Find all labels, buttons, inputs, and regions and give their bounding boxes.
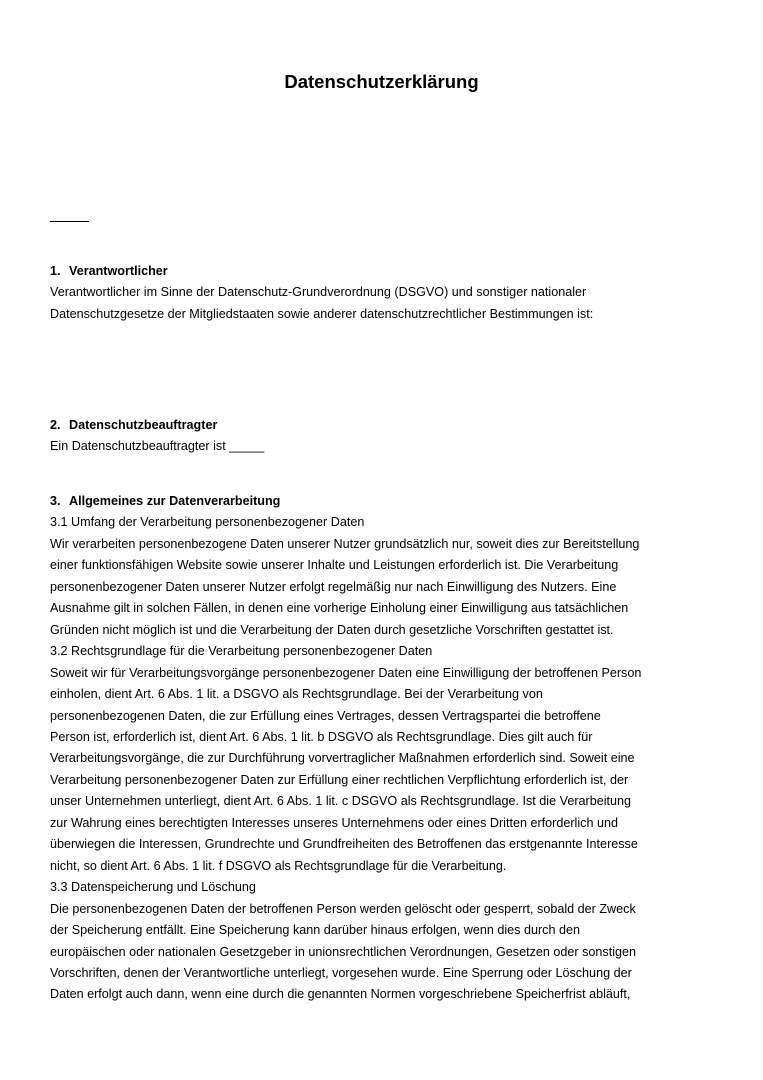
paragraph-line: der Speicherung entfällt. Eine Speicherung kann darüber hinaus erfolgen, wenn dies durch den	[50, 923, 580, 938]
paragraph-line: überwiegen die Interessen, Grundrechte und Grundfreiheiten des Betroffenen das erstgenannte Interesse	[50, 837, 638, 852]
paragraph-line: unser Unternehmen unterliegt, dient Art. 6 Abs. 1 lit. c DSGVO als Rechtsgrundlage. Ist die Verarbeitung	[50, 794, 632, 809]
section-allgemeines	[50, 491, 641, 1006]
section-number: 1.	[50, 264, 61, 278]
document-title: Datenschutzerklärung	[284, 71, 479, 92]
paragraph-line: Daten erfolgt auch dann, wenn eine durch die genannten Normen vorgeschriebene Speicherfrist abläuft,	[50, 987, 631, 1002]
section-heading	[50, 415, 264, 436]
section-number: 3.	[50, 494, 61, 508]
paragraph-line: Die personenbezogenen Daten der betroffenen Person werden gelöscht oder gesperrt, sobald der Zweck	[50, 901, 636, 916]
paragraph-line: Datenschutzgesetze der Mitgliedstaaten sowie anderer datenschutzrechtlicher Bestimmungen ist:	[50, 306, 594, 321]
paragraph-line: einer funktionsfähigen Website sowie unserer Inhalte und Leistungen erforderlich ist. Die Verarbeitung	[50, 558, 619, 573]
section-datenschutzbeauftragter	[50, 415, 264, 458]
paragraph-line: Person ist, erforderlich ist, dient Art. 6 Abs. 1 lit. b DSGVO als Rechtsgrundlage. Dies gilt auch für	[50, 729, 593, 744]
subsection-heading: 3.1 Umfang der Verarbeitung personenbezogener Daten	[50, 515, 365, 530]
paragraph-line: europäischen oder nationalen Gesetzgeber in unionsrechtlichen Verordnungen, Gesetzen oder sonstigen	[50, 944, 637, 959]
placeholder-rule	[50, 221, 89, 222]
paragraph-line: personenbezogener Daten unserer Nutzer erfolgt regelmäßig nur nach Einwilligung des Nutzers. Eine	[50, 579, 617, 594]
subsection-heading: 3.3 Datenspeicherung und Löschung	[50, 880, 256, 895]
section-heading	[50, 261, 593, 282]
section-heading	[50, 491, 641, 512]
section-verantwortlicher	[50, 261, 593, 325]
paragraph-line: Wir verarbeiten personenbezogene Daten unserer Nutzer grundsätzlich nur, soweit dies zur Bereitstellung	[50, 536, 640, 551]
paragraph-line: Vorschriften, denen der Verantwortliche unterliegt, vorgesehen wurde. Eine Sperrung oder Löschung der	[50, 965, 632, 980]
section-number: 2.	[50, 418, 61, 432]
paragraph-line: zur Wahrung eines berechtigten Interesses unseres Unternehmens oder eines Dritten erforderlich und	[50, 815, 618, 830]
paragraph-line: Soweit wir für Verarbeitungsvorgänge personenbezogener Daten eine Einwilligung der betroffenen Person	[50, 665, 642, 680]
paragraph-line: Verarbeitung personenbezogener Daten zur Erfüllung einer rechtlichen Verpflichtung erforderlich ist, der	[50, 772, 629, 787]
paragraph-line: Ein Datenschutzbeauftragter ist _____	[50, 439, 265, 454]
section-heading-text: Allgemeines zur Datenverarbeitung	[69, 494, 281, 508]
paragraph-line: personenbezogenen Daten, die zur Erfüllung eines Vertrages, dessen Vertragspartei die betroffene	[50, 708, 601, 723]
paragraph-line: Verarbeitungsvorgänge, die zur Durchführung vorvertraglicher Maßnahmen erforderlich sind. Soweit eine	[50, 751, 635, 766]
paragraph-line: Ausnahme gilt in solchen Fällen, in denen eine vorherige Einholung einer Einwilligung aus tatsächlichen	[50, 601, 629, 616]
paragraph-line: Gründen nicht möglich ist und die Verarbeitung der Daten durch gesetzliche Vorschriften gestattet ist.	[50, 622, 614, 637]
section-heading-text: Verantwortlicher	[69, 264, 168, 278]
section-heading-text: Datenschutzbeauftragter	[69, 418, 218, 432]
paragraph-line: Verantwortlicher im Sinne der Datenschutz-Grundverordnung (DSGVO) und sonstiger nationaler	[50, 285, 587, 300]
subsection-heading: 3.2 Rechtsgrundlage für die Verarbeitung personenbezogener Daten	[50, 644, 433, 659]
paragraph-line: einholen, dient Art. 6 Abs. 1 lit. a DSGVO als Rechtsgrundlage. Bei der Verarbeitung von	[50, 687, 543, 702]
paragraph-line: nicht, so dient Art. 6 Abs. 1 lit. f DSGVO als Rechtsgrundlage für die Verarbeitung.	[50, 858, 507, 873]
